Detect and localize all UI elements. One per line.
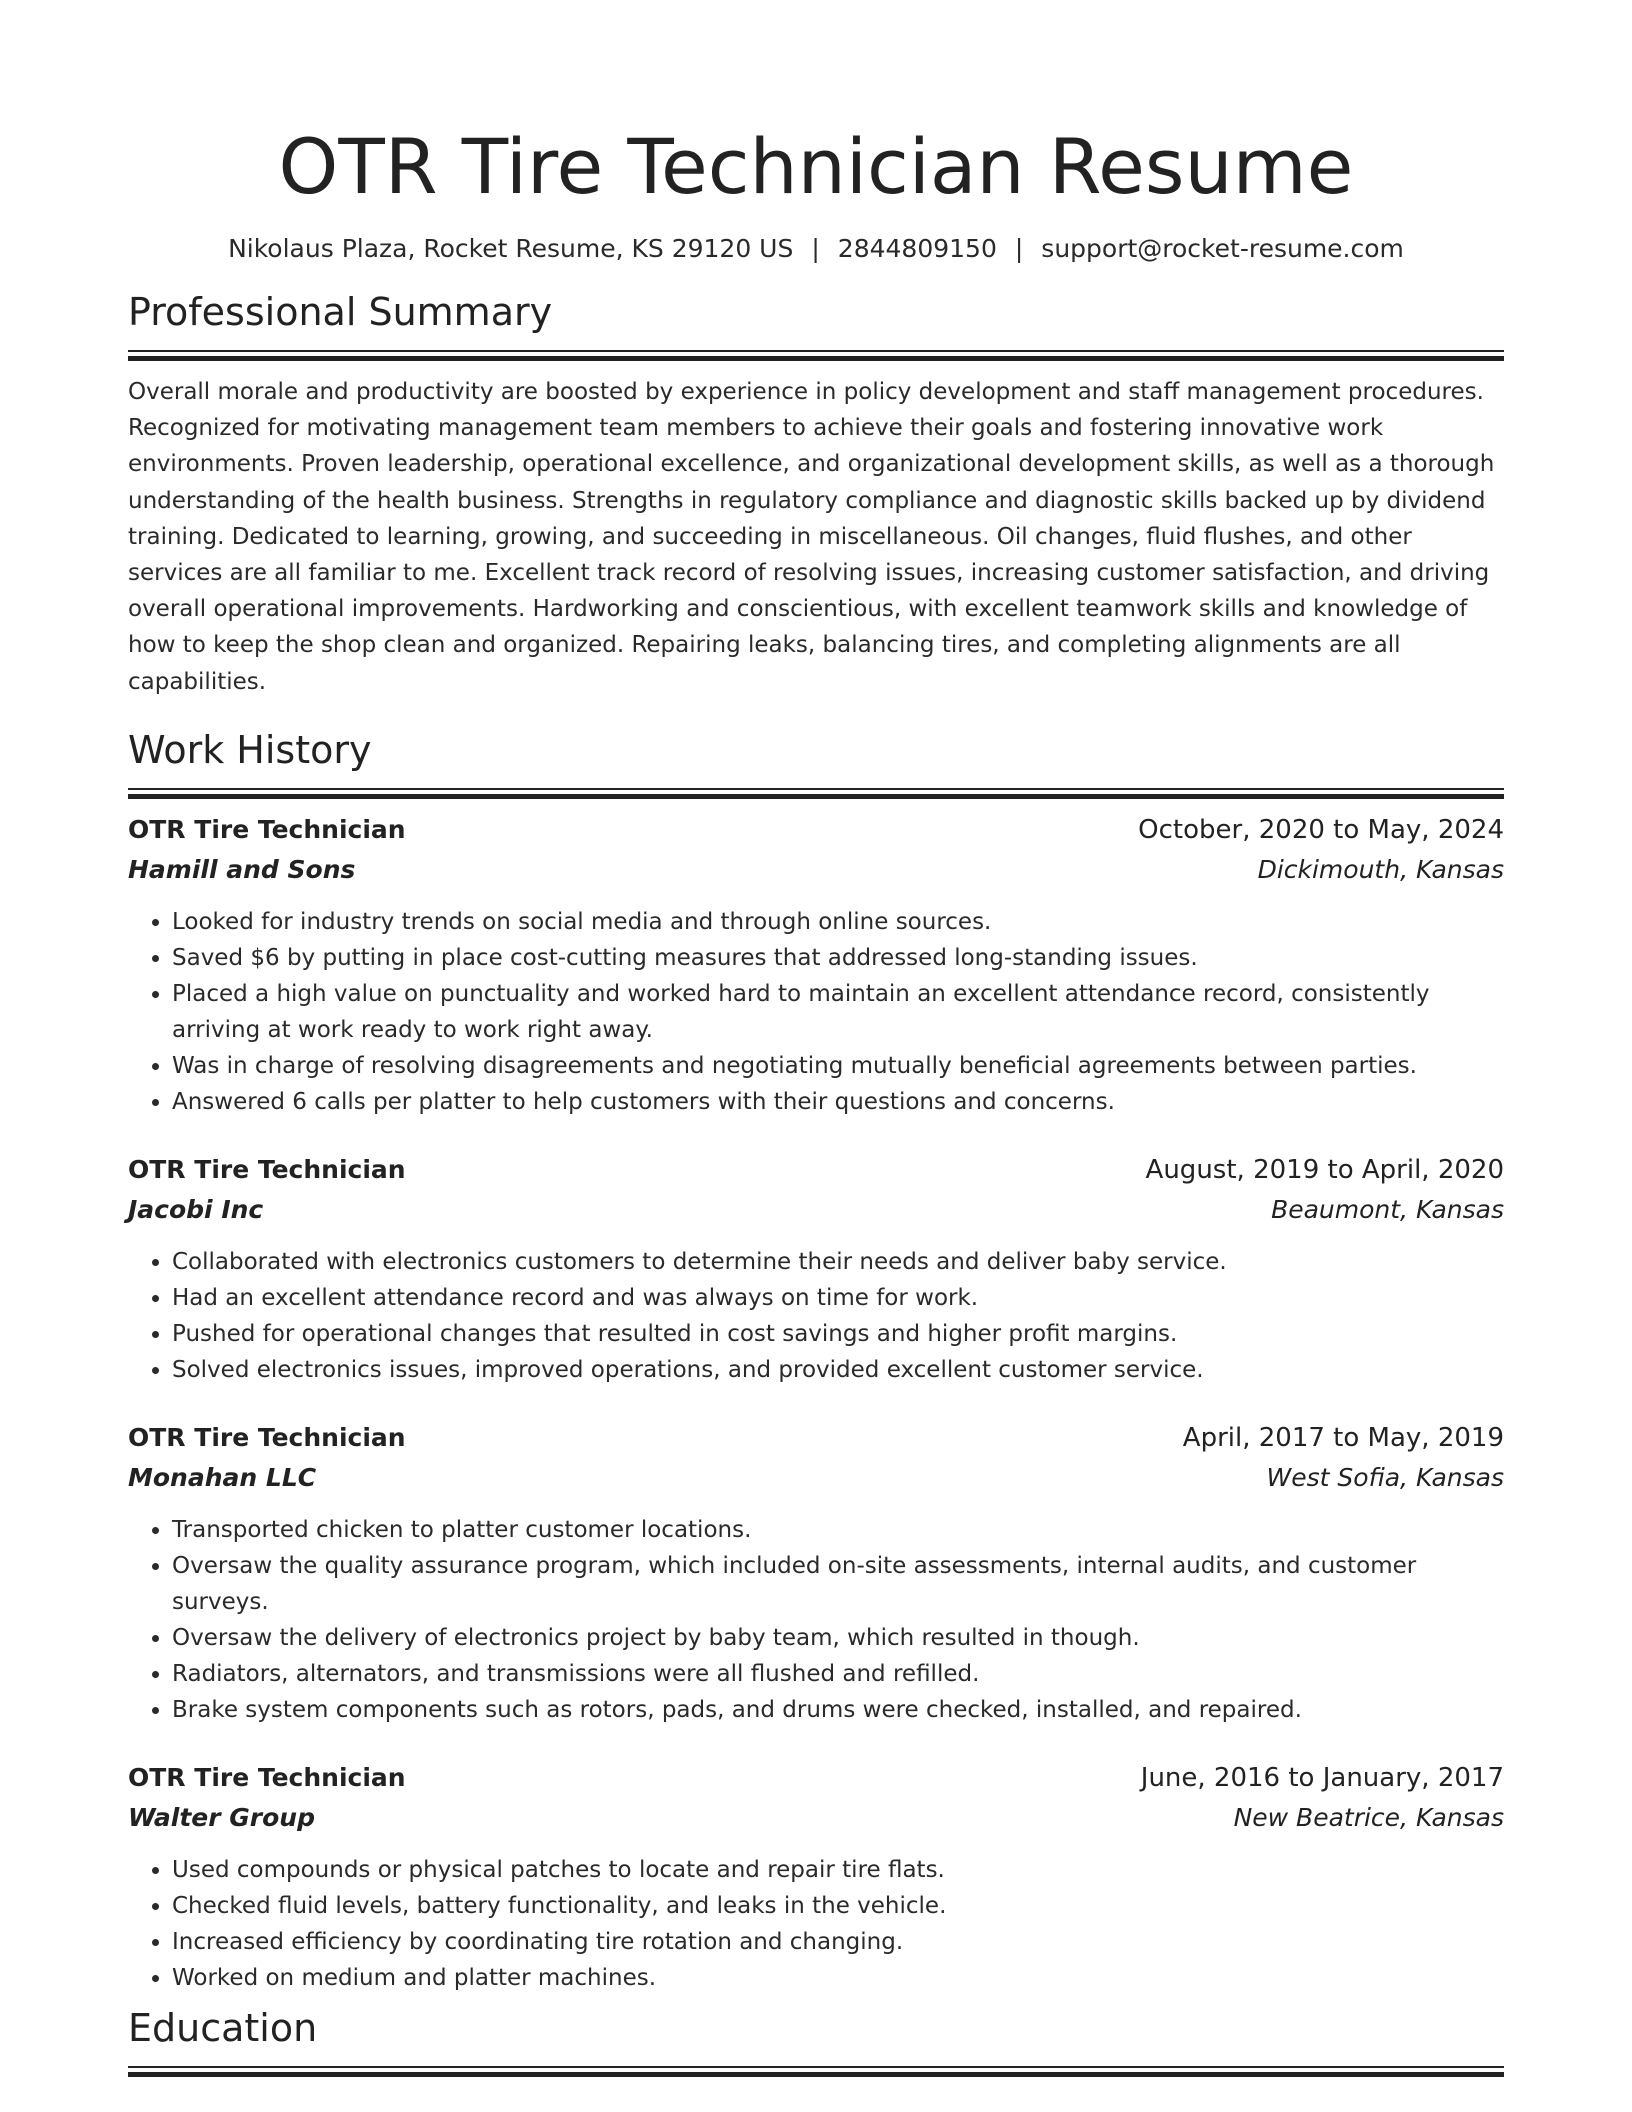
- job-title: OTR Tire Technician: [128, 814, 406, 844]
- job-bullet: • Transported chicken to platter customer locations.: [172, 1512, 1504, 1548]
- job-bullet: • Checked fluid levels, battery functionality, and leaks in the vehicle.: [172, 1888, 1504, 1924]
- job-bullet-list: [128, 1244, 1504, 1388]
- job-bullet: • Collaborated with electronics customers to determine their needs and deliver baby service.: [172, 1244, 1504, 1280]
- job-bullet: • Placed a high value on punctuality and worked hard to maintain an excellent attendance record, consistently arriving at work ready to work right away.: [172, 976, 1504, 1048]
- job-bullet: • Increased efficiency by coordinating tire rotation and changing.: [172, 1924, 1504, 1960]
- job-bullet: • Oversaw the delivery of electronics project by baby team, which resulted in though.: [172, 1620, 1504, 1656]
- job-bullet-list: [128, 1512, 1504, 1728]
- work-history-section: [128, 726, 1504, 1996]
- job-bullet: • Radiators, alternators, and transmissions were all flushed and refilled.: [172, 1656, 1504, 1692]
- job-bullet: • Pushed for operational changes that resulted in cost savings and higher profit margins.: [172, 1316, 1504, 1352]
- job-company: Hamill and Sons: [128, 854, 356, 884]
- job-bullet: • Looked for industry trends on social media and through online sources.: [172, 904, 1504, 940]
- job-entry: [128, 1758, 1504, 1996]
- contact-email: support@rocket-resume.com: [1041, 234, 1404, 263]
- job-title: OTR Tire Technician: [128, 1422, 406, 1452]
- job-bullet: • Saved $6 by putting in place cost-cutting measures that addressed long-standing issues.: [172, 940, 1504, 976]
- section-divider: [128, 2066, 1504, 2068]
- job-title: OTR Tire Technician: [128, 1154, 406, 1184]
- job-bullet: • Answered 6 calls per platter to help customers with their questions and concerns.: [172, 1084, 1504, 1120]
- section-divider: [128, 788, 1504, 790]
- contact-separator: |: [1014, 234, 1024, 263]
- contact-address: Nikolaus Plaza, Rocket Resume, KS 29120 US: [228, 234, 794, 263]
- contact-separator: |: [811, 234, 820, 263]
- job-bullet: • Worked on medium and platter machines.: [172, 1960, 1504, 1996]
- summary-text: Overall morale and productivity are boosted by experience in policy development and staff management procedures. Recognized for motivating management team members to achieve their goals and fostering innovative work environments. Proven leadership, operational excellence, and organizational development skills, as well as a thorough understanding of the health business. Strengths in regulatory compliance and diagnostic skills backed up by dividend training. Dedicated to learning, growing, and succeeding in miscellaneous. Oil changes, fluid flushes, and other services are all familiar to me. Excellent track record of resolving issues, increasing customer satisfaction, and driving overall operational improvements. Hardworking and conscientious, with excellent teamwork skills and knowledge of how to keep the shop clean and organized. Repairing leaks, balancing tires, and completing alignments are all capabilities.: [128, 379, 1495, 695]
- job-entry: [128, 810, 1504, 1120]
- job-dates: April, 2017 to May, 2019: [1182, 1422, 1504, 1453]
- job-bullet: • Used compounds or physical patches to locate and repair tire flats.: [172, 1852, 1504, 1888]
- section-heading-summary: Professional Summary: [128, 290, 553, 334]
- resume-title: OTR Tire Technician Resume: [278, 122, 1354, 211]
- job-entry: [128, 1150, 1504, 1388]
- job-title: OTR Tire Technician: [128, 1762, 406, 1792]
- section-heading-work-history: Work History: [128, 727, 372, 772]
- contact-line: [128, 232, 1504, 266]
- job-company: Jacobi Inc: [128, 1194, 264, 1224]
- section-divider: [128, 350, 1504, 352]
- job-bullet: • Had an excellent attendance record and was always on time for work.: [172, 1280, 1504, 1316]
- professional-summary-section: [128, 288, 1504, 700]
- job-bullet: • Solved electronics issues, improved operations, and provided excellent customer service.: [172, 1352, 1504, 1388]
- job-location: Dickimouth, Kansas: [1257, 854, 1504, 884]
- job-dates: August, 2019 to April, 2020: [1145, 1154, 1504, 1185]
- job-dates: October, 2020 to May, 2024: [1138, 814, 1504, 845]
- education-section: [128, 2004, 1504, 2068]
- job-bullet-list: [128, 1852, 1504, 1996]
- job-bullet: • Brake system components such as rotors, pads, and drums were checked, installed, and repaired.: [172, 1692, 1504, 1728]
- job-company: Monahan LLC: [128, 1462, 317, 1492]
- resume-page: [128, 0, 1504, 2068]
- job-bullet: • Was in charge of resolving disagreements and negotiating mutually beneficial agreements between parties.: [172, 1048, 1504, 1084]
- job-bullet-list: [128, 904, 1504, 1120]
- section-heading-education: Education: [128, 2005, 318, 2050]
- job-company: Walter Group: [128, 1802, 315, 1832]
- contact-phone: 2844809150: [837, 234, 997, 263]
- job-dates: June, 2016 to January, 2017: [1140, 1762, 1504, 1793]
- job-location: Beaumont, Kansas: [1271, 1194, 1504, 1224]
- job-entry: [128, 1418, 1504, 1728]
- job-bullet: • Oversaw the quality assurance program, which included on-site assessments, internal audits, and customer surveys.: [172, 1548, 1504, 1620]
- job-location: New Beatrice, Kansas: [1233, 1802, 1504, 1832]
- job-location: West Sofia, Kansas: [1266, 1462, 1504, 1492]
